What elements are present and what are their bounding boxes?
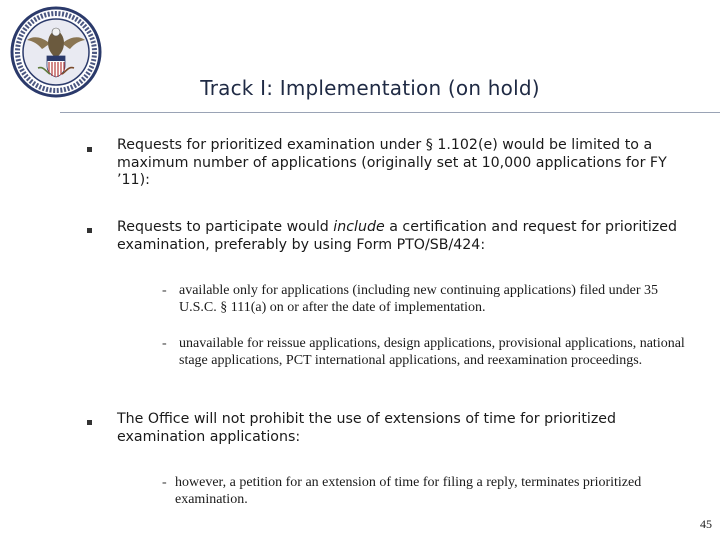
emphasis-text: include <box>333 219 385 235</box>
sub-bullet-dash: - <box>162 336 167 351</box>
bullet-marker <box>87 228 92 233</box>
sub-bullet-text: however, a petition for an extension of time for filing a reply, terminates prioritized examination. <box>175 475 642 507</box>
bullet-marker <box>87 147 92 152</box>
bullet-text: The Office will not prohibit the use of extensions of time for prioritized examination applications: <box>117 411 617 445</box>
sub-bullet-dash: - <box>162 475 167 490</box>
bullet-text: Requests to participate would include a certification and request for prioritized examination, preferably by using Form PTO/SB/424: <box>117 219 677 253</box>
page-title: Track I: Implementation (on hold) <box>200 76 540 100</box>
sub-bullet-dash: - <box>162 283 167 298</box>
bullet-text: Requests for prioritized examination under § 1.102(e) would be limited to a maximum number of applications (originally set at 10,000 applications for FY ’11): <box>117 137 667 188</box>
sub-bullet-text: available only for applications (including new continuing applications) filed under 35 U.S.C. § 111(a) on or after the date of implementation. <box>179 283 658 315</box>
title-divider <box>60 112 720 113</box>
page-number: 45 <box>700 517 712 531</box>
bullet-marker <box>87 420 92 425</box>
sub-bullet-text: unavailable for reissue applications, design applications, provisional applications, national stage applications, PCT international applications, and reexamination proceedings. <box>179 336 685 368</box>
